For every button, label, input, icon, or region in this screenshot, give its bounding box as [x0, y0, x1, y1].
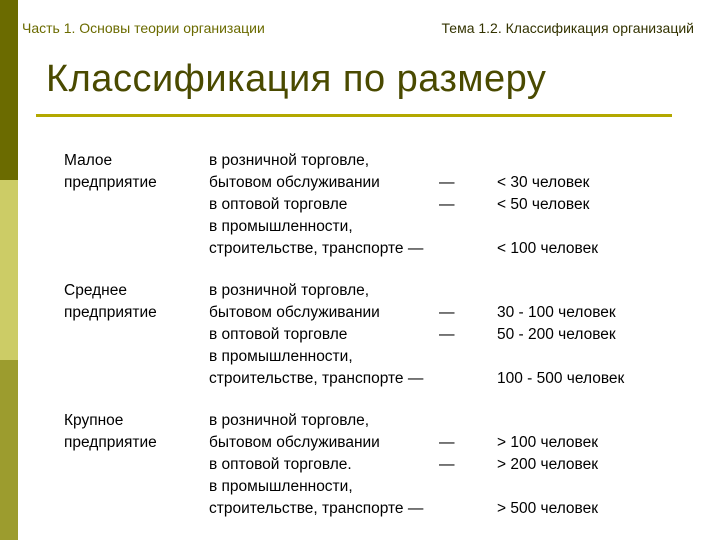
- sector: в оптовой торговле: [209, 326, 348, 343]
- group-medium: [64, 280, 664, 390]
- employee-count: < 100 человек: [497, 240, 599, 257]
- sector: бытовом обслуживании: [209, 434, 380, 451]
- sector: строительстве, транспорте —: [209, 240, 424, 257]
- sector: в розничной торговле,: [209, 282, 370, 299]
- dash: [439, 476, 497, 498]
- table-row: [64, 432, 664, 454]
- table-row: [64, 302, 664, 324]
- enterprise-type: Малое: [64, 152, 113, 169]
- table-row: [64, 476, 664, 498]
- sector: в промышленности,: [209, 348, 353, 365]
- dash: —: [439, 196, 455, 213]
- table-row: [64, 346, 664, 368]
- employee-count: > 500 человек: [497, 500, 599, 517]
- classification-table: [64, 150, 664, 540]
- employee-count: 30 - 100 человек: [497, 304, 616, 321]
- sector: в оптовой торговле.: [209, 456, 352, 473]
- dash: —: [439, 326, 455, 343]
- dash: —: [439, 434, 455, 451]
- employee-count: [497, 346, 657, 368]
- sector: бытовом обслуживании: [209, 174, 380, 191]
- sector: в розничной торговле,: [209, 412, 370, 429]
- employee-count: [497, 410, 657, 432]
- employee-count: [497, 476, 657, 498]
- dash: [439, 280, 497, 302]
- enterprise-type: Среднее: [64, 282, 127, 299]
- side-stripe-dark: [0, 0, 18, 180]
- employee-count: [497, 216, 657, 238]
- table-row: [64, 216, 664, 238]
- employee-count: < 30 человек: [497, 174, 590, 191]
- table-row: [64, 238, 664, 260]
- table-row: [64, 280, 664, 302]
- side-stripe-light: [0, 180, 18, 360]
- sector: строительстве, транспорте —: [209, 500, 424, 517]
- enterprise-type: предприятие: [64, 434, 157, 451]
- header-part: Часть 1. Основы теории организации: [22, 20, 265, 36]
- dash: —: [439, 304, 455, 321]
- employee-count: [497, 150, 657, 172]
- table-row: [64, 194, 664, 216]
- table-row: [64, 454, 664, 476]
- enterprise-type: предприятие: [64, 304, 157, 321]
- employee-count: 100 - 500 человек: [497, 370, 625, 387]
- enterprise-type: Крупное: [64, 412, 124, 429]
- dash: —: [439, 456, 455, 473]
- enterprise-type: предприятие: [64, 174, 157, 191]
- dash: [439, 150, 497, 172]
- employee-count: < 50 человек: [497, 196, 590, 213]
- dash: [439, 346, 497, 368]
- slide-title: Классификация по размеру: [46, 58, 547, 100]
- header-topic: Тема 1.2. Классификация организаций: [441, 20, 694, 36]
- table-row: [64, 498, 664, 520]
- employee-count: 50 - 200 человек: [497, 326, 616, 343]
- title-underline: [36, 114, 672, 117]
- sector: бытовом обслуживании: [209, 304, 380, 321]
- group-small: [64, 150, 664, 260]
- sector: в промышленности,: [209, 218, 353, 235]
- dash: [439, 216, 497, 238]
- employee-count: [497, 280, 657, 302]
- table-row: [64, 172, 664, 194]
- sector: в оптовой торговле: [209, 196, 348, 213]
- dash: —: [439, 174, 455, 191]
- table-row: [64, 150, 664, 172]
- sector: в промышленности,: [209, 478, 353, 495]
- side-stripe-mid: [0, 360, 18, 540]
- table-row: [64, 410, 664, 432]
- employee-count: > 100 человек: [497, 434, 599, 451]
- table-row: [64, 368, 664, 390]
- dash: [439, 410, 497, 432]
- group-large: [64, 410, 664, 520]
- sector: в розничной торговле,: [209, 152, 370, 169]
- table-row: [64, 324, 664, 346]
- sector: строительстве, транспорте —: [209, 370, 424, 387]
- employee-count: > 200 человек: [497, 456, 599, 473]
